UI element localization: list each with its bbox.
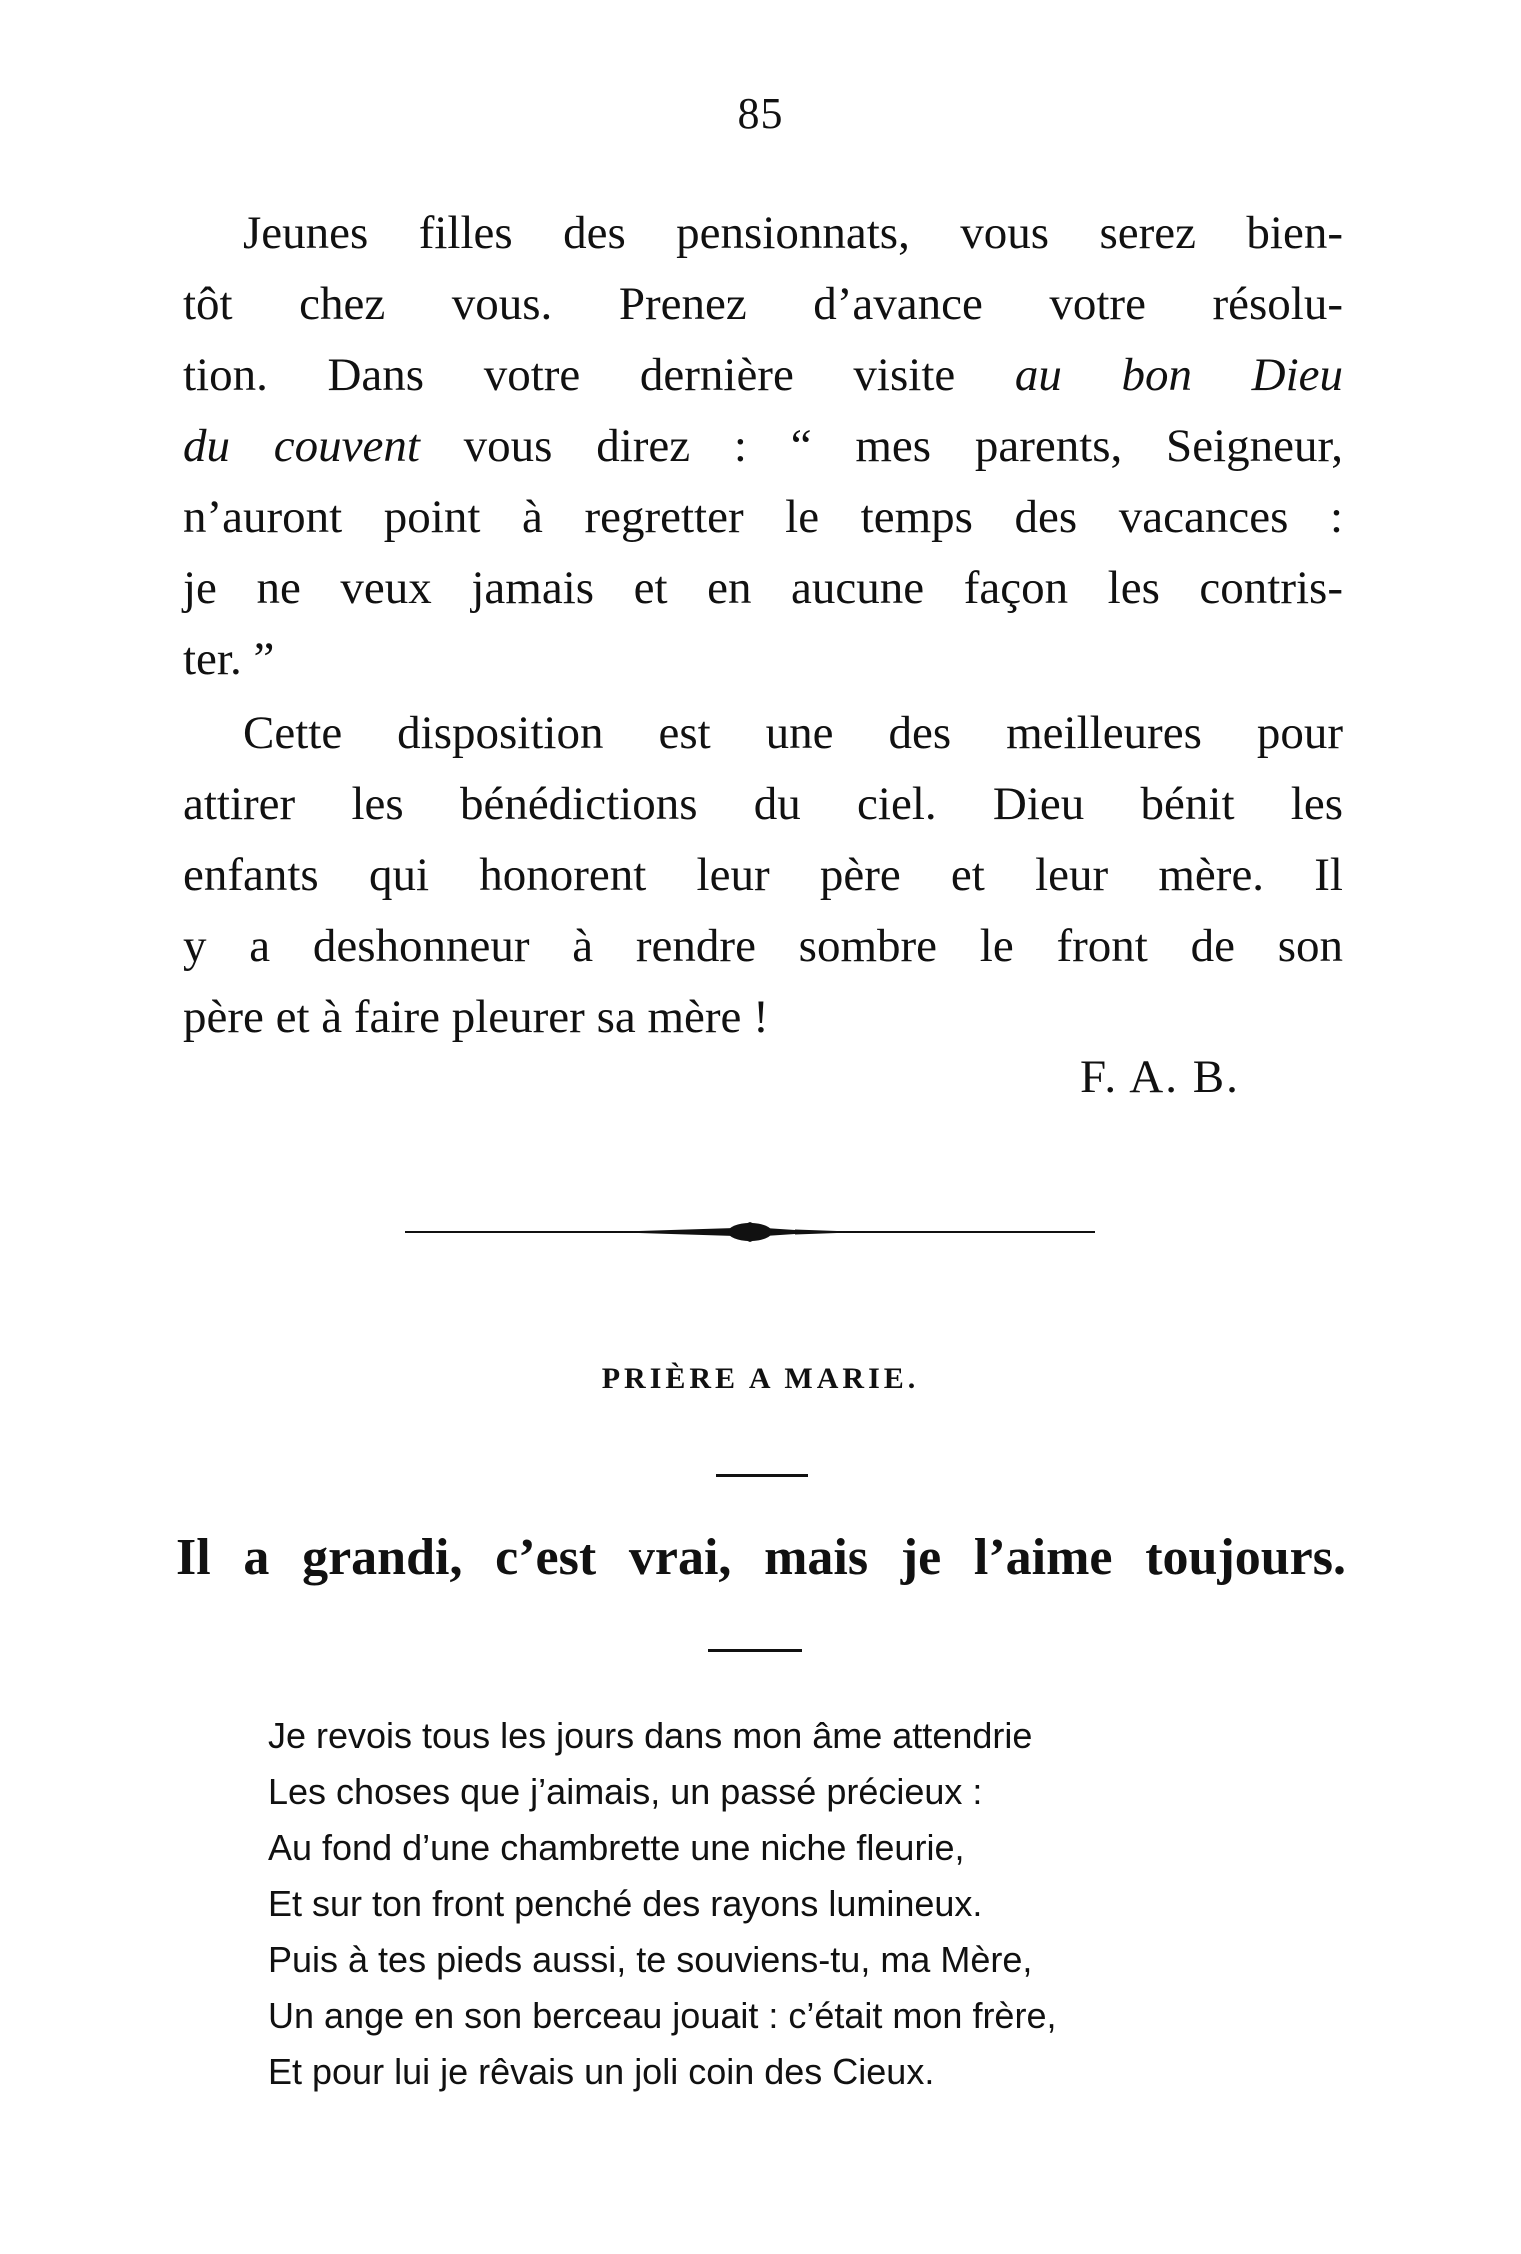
paragraph-1 — [183, 198, 1343, 695]
poem-verse: Au fond d’une chambrette une niche fleurie, — [268, 1827, 965, 1868]
poem — [268, 1708, 1268, 2100]
text-run: tion. Dans votre dernière visite — [183, 349, 1015, 401]
paragraph-line: je ne veux jamais et en aucune façon les contris- — [183, 562, 1343, 614]
poem-verse: Les choses que j’aimais, un passé précieux : — [268, 1771, 983, 1812]
poem-verse: Je revois tous les jours dans mon âme attendrie — [268, 1715, 1033, 1756]
paragraph-line — [183, 340, 1343, 411]
paragraph-line: enfants qui honorent leur père et leur mère. Il — [183, 849, 1343, 901]
paragraph-line: Cette disposition est une des meilleures pour — [243, 707, 1343, 759]
paragraph-line: Jeunes filles des pensionnats, vous serez bien- — [243, 207, 1343, 259]
paragraph-line: ter. ” — [183, 633, 275, 685]
text-run: vous direz : “ mes parents, Seigneur, — [419, 420, 1343, 472]
poem-verse: Un ange en son berceau jouait : c’était mon frère, — [268, 1995, 1057, 2036]
poem-subtitle: Il a grandi, c’est vrai, mais je l’aime toujours. — [176, 1529, 1346, 1586]
paragraph-line: tôt chez vous. Prenez d’avance votre résolu- — [183, 278, 1343, 330]
paragraph-line: n’auront point à regretter le temps des vacances : — [183, 491, 1343, 543]
poem-verse: Puis à tes pieds aussi, te souviens-tu, ma Mère, — [268, 1939, 1033, 1980]
poem-verse: Et pour lui je rêvais un joli coin des Cieux. — [268, 2051, 935, 2092]
italic-text: du couvent — [183, 420, 420, 472]
paragraph-line: attirer les bénédictions du ciel. Dieu bénit les — [183, 778, 1343, 830]
paragraph-line: y a deshonneur à rendre sombre le front de son — [183, 920, 1343, 972]
page-number: 85 — [737, 89, 784, 138]
short-rule — [716, 1474, 808, 1477]
italic-text: au bon Dieu — [1014, 349, 1343, 401]
paragraph-2 — [183, 698, 1343, 1053]
short-rule — [708, 1649, 802, 1652]
author-signature: F. A. B. — [1080, 1051, 1240, 1103]
paragraph-line — [183, 411, 1343, 482]
section-title: PRIÈRE A MARIE. — [601, 1362, 920, 1395]
ornamental-divider — [405, 1212, 1095, 1252]
paragraph-line: père et à faire pleurer sa mère ! — [183, 991, 769, 1043]
poem-verse: Et sur ton front penché des rayons lumineux. — [268, 1883, 983, 1924]
